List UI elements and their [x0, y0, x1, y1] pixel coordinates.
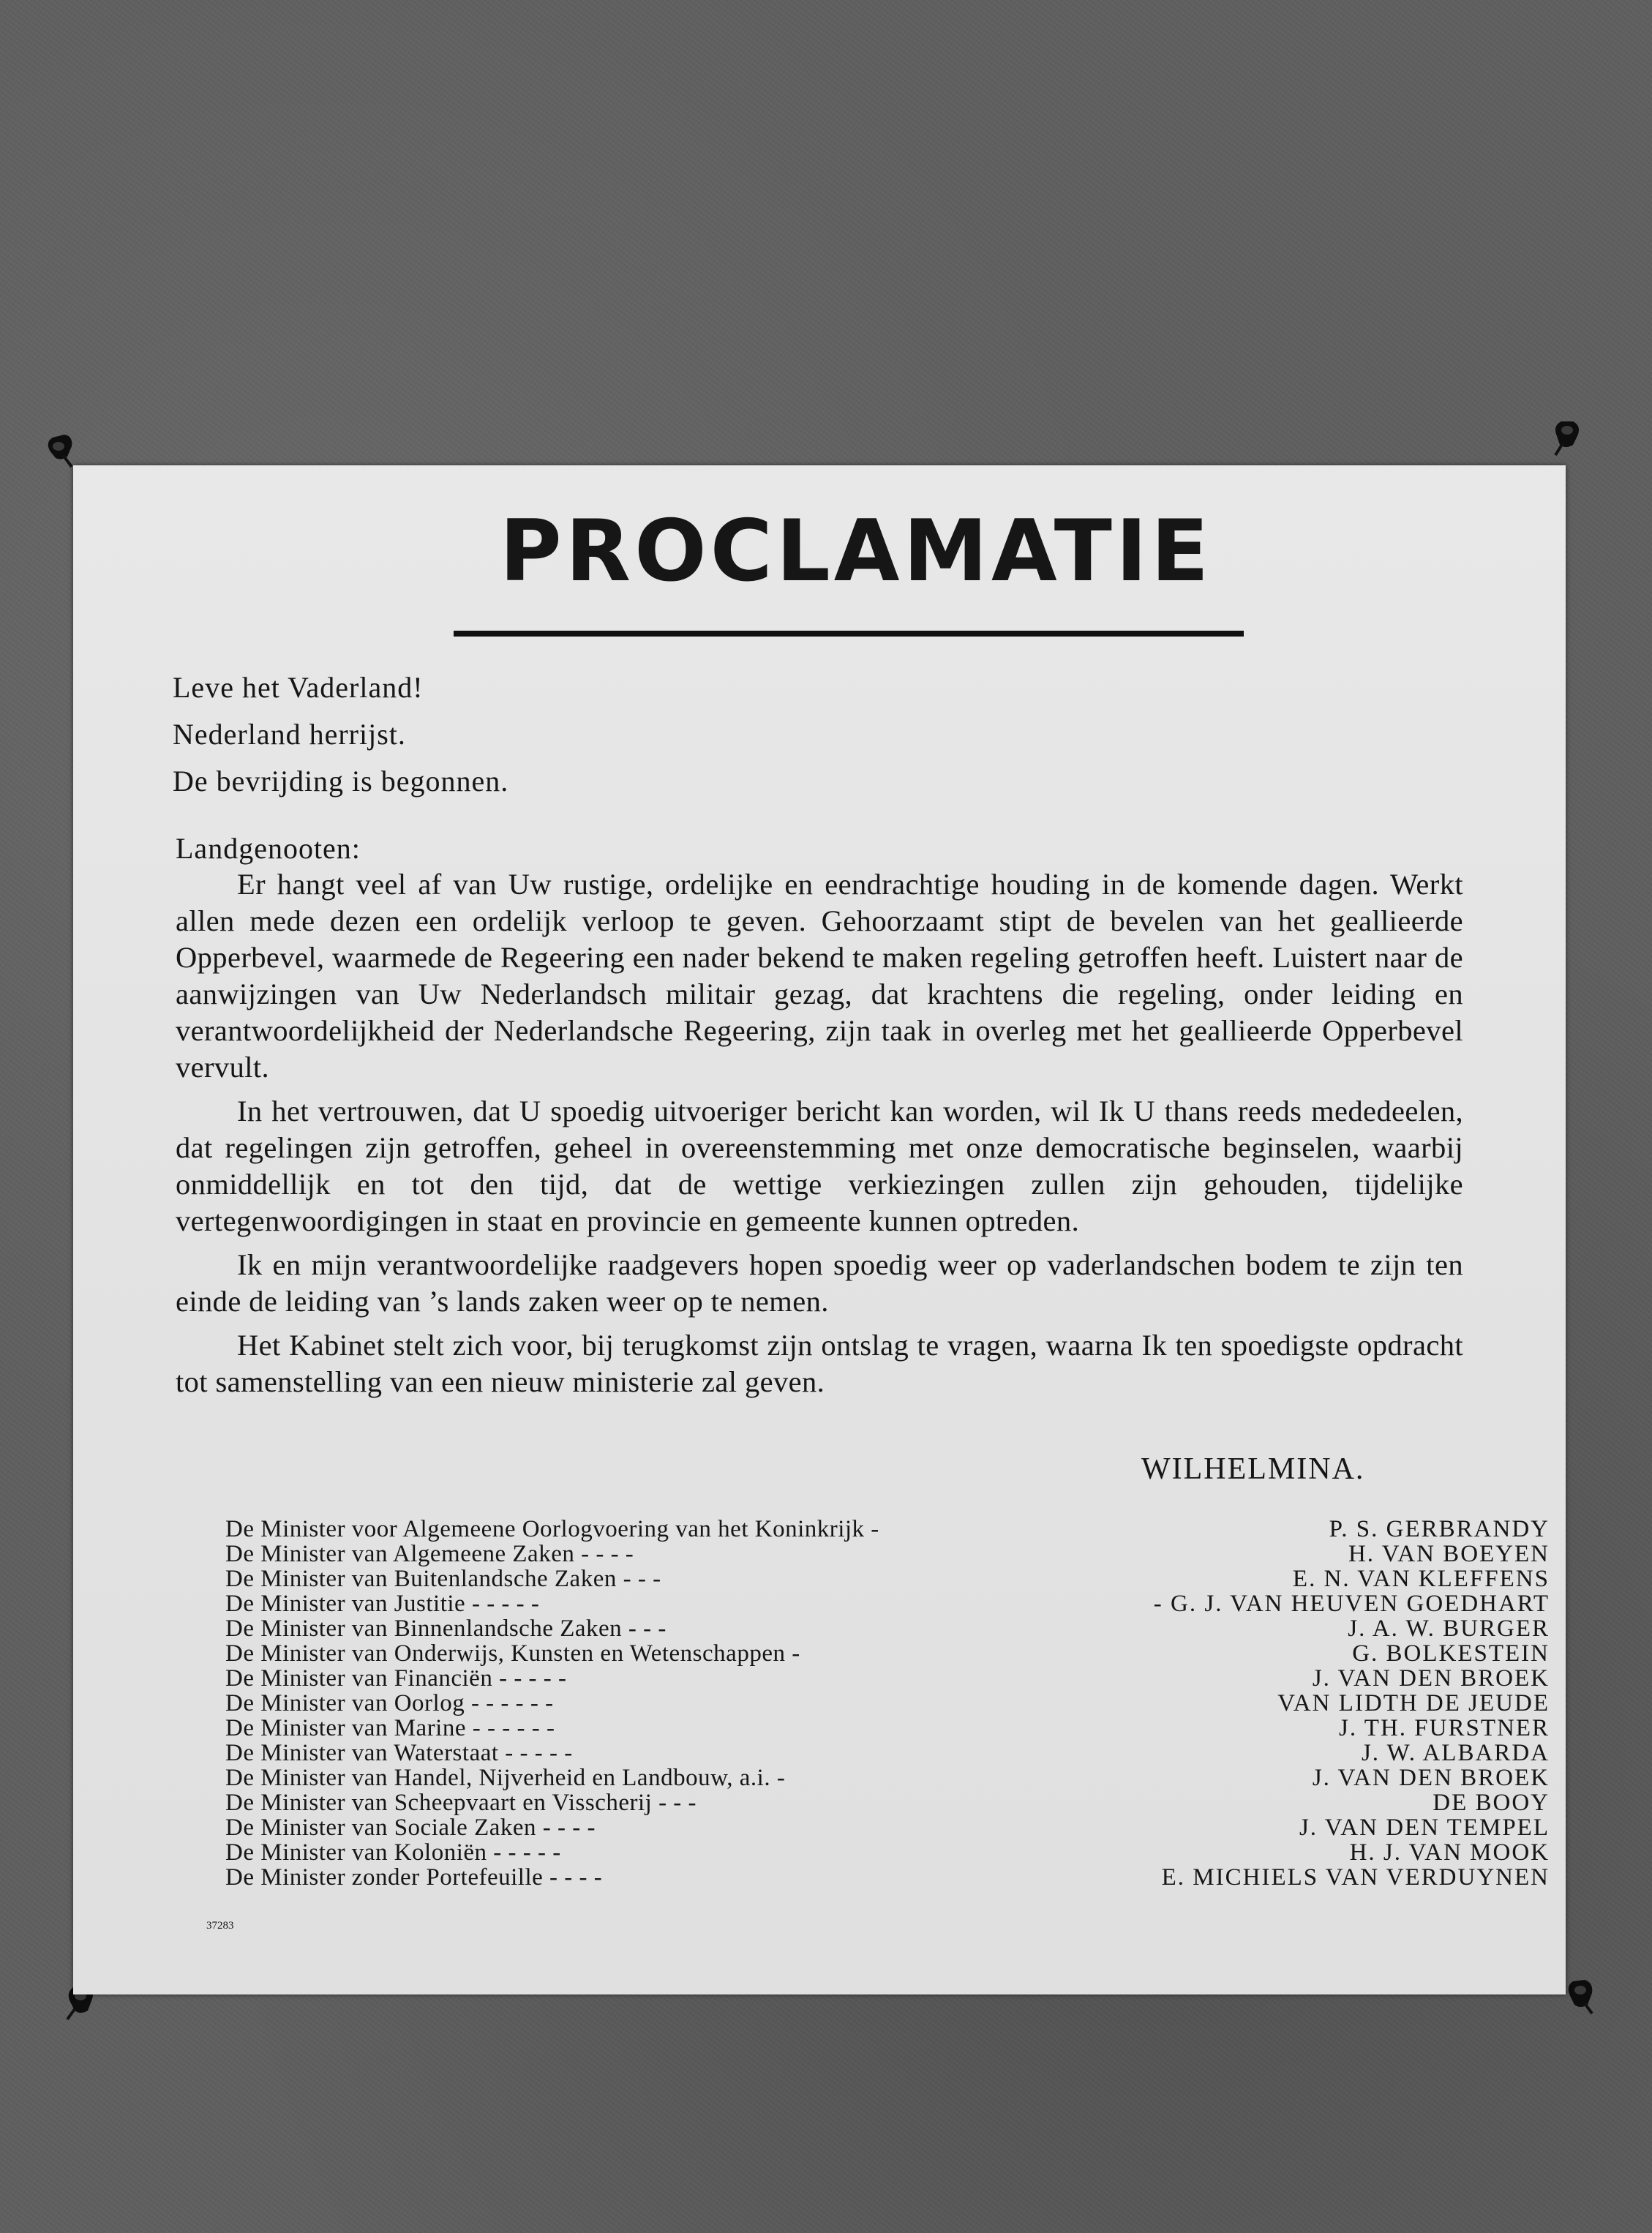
- minister-name: - G. J. VAN HEUVEN GOEDHART: [1153, 1591, 1550, 1617]
- list-item: [225, 1790, 1557, 1814]
- minister-role: De Minister voor Algemeene Oorlogvoering van het Koninkrijk -: [225, 1516, 879, 1542]
- minister-name: P. S. GERBRANDY: [1329, 1516, 1550, 1542]
- intro-line: Nederland herrijst.: [173, 718, 406, 751]
- minister-role: De Minister van Onderwijs, Kunsten en Wetenschappen -: [225, 1640, 800, 1667]
- minister-role: De Minister van Financiën - - - - -: [225, 1665, 567, 1692]
- thumbtack-icon: [1561, 1974, 1598, 2015]
- minister-role: De Minister van Binnenlandsche Zaken - - -: [225, 1615, 667, 1642]
- minister-name: H. VAN BOEYEN: [1348, 1541, 1550, 1567]
- minister-name: E. N. VAN KLEFFENS: [1292, 1566, 1550, 1592]
- list-item: [225, 1591, 1557, 1615]
- minister-name: J. W. ALBARDA: [1361, 1740, 1550, 1766]
- signature: WILHELMINA.: [1141, 1452, 1365, 1486]
- proclamation-body: [176, 866, 1463, 1408]
- list-item: [225, 1615, 1557, 1640]
- minister-role: De Minister van Algemeene Zaken - - - -: [225, 1541, 634, 1567]
- minister-name: J. VAN DEN BROEK: [1312, 1665, 1550, 1692]
- minister-name: J. TH. FURSTNER: [1339, 1715, 1550, 1741]
- minister-name: H. J. VAN MOOK: [1349, 1839, 1550, 1866]
- thumbtack-icon: [1548, 416, 1585, 457]
- list-item: [225, 1640, 1557, 1665]
- list-item: [225, 1516, 1557, 1541]
- list-item: [225, 1864, 1557, 1889]
- list-item: [225, 1665, 1557, 1690]
- list-item: [225, 1690, 1557, 1715]
- minister-role: De Minister van Buitenlandsche Zaken - - -: [225, 1566, 661, 1592]
- minister-name: E. MICHIELS VAN VERDUYNEN: [1161, 1864, 1550, 1891]
- paragraph: Er hangt veel af van Uw rustige, ordelijke en eendrachtige houding in de komende dagen. Werkt allen mede dezen een ordelijk verloop te geven. Gehoorzaamt stipt de bevelen van het geallieerde Opperbevel, waarmede de Regeering een nader bekend te maken regeling getroffen heeft. Luistert naar de aanwijzingen van Uw Nederlandsch militair gezag, dat krachtens die regeling, onder leiding en verantwoordelijkheid der Nederlandsche Regeering, zijn taak in overleg met het geallieerde Opperbevel vervult.: [176, 868, 1463, 1084]
- minister-role: De Minister van Justitie - - - - -: [225, 1591, 540, 1617]
- intro-line: De bevrijding is begonnen.: [173, 765, 509, 798]
- list-item: [225, 1566, 1557, 1591]
- minister-name: J. VAN DEN BROEK: [1312, 1765, 1550, 1791]
- minister-name: J. VAN DEN TEMPEL: [1299, 1814, 1550, 1841]
- minister-role: De Minister van Marine - - - - - -: [225, 1715, 555, 1741]
- salutation: Landgenooten:: [176, 832, 361, 865]
- list-item: [225, 1765, 1557, 1790]
- minister-name: G. BOLKESTEIN: [1352, 1640, 1550, 1667]
- intro-lines: [173, 664, 508, 805]
- list-item: [225, 1814, 1557, 1839]
- proclamation-poster: [73, 465, 1566, 1994]
- intro-line: Leve het Vaderland!: [173, 671, 424, 704]
- minister-list: [225, 1516, 1557, 1889]
- list-item: [225, 1839, 1557, 1864]
- minister-name: DE BOOY: [1433, 1790, 1550, 1816]
- minister-role: De Minister van Oorlog - - - - - -: [225, 1690, 554, 1716]
- minister-name: VAN LIDTH DE JEUDE: [1277, 1690, 1550, 1716]
- print-code: 37283: [206, 1920, 234, 1932]
- minister-role: De Minister van Waterstaat - - - - -: [225, 1740, 573, 1766]
- list-item: [225, 1541, 1557, 1566]
- thumbtack-icon: [42, 429, 79, 470]
- list-item: [225, 1740, 1557, 1765]
- paragraph: Het Kabinet stelt zich voor, bij terugkomst zijn ontslag te vragen, waarna Ik ten spoedigste opdracht tot samenstelling van een nieuw ministerie zal geven.: [176, 1329, 1463, 1398]
- minister-role: De Minister van Koloniën - - - - -: [225, 1839, 561, 1866]
- minister-role: De Minister van Sociale Zaken - - - -: [225, 1814, 596, 1841]
- title-underline: [454, 631, 1244, 637]
- paragraph: Ik en mijn verantwoordelijke raadgevers hopen spoedig weer op vaderlandschen bodem te zijn ten einde de leiding van ’s lands zaken weer op te nemen.: [176, 1248, 1463, 1318]
- minister-name: J. A. W. BURGER: [1348, 1615, 1550, 1642]
- list-item: [225, 1715, 1557, 1740]
- minister-role: De Minister van Handel, Nijverheid en Landbouw, a.i. -: [225, 1765, 786, 1791]
- paragraph: In het vertrouwen, dat U spoedig uitvoeriger bericht kan worden, wil Ik U thans reeds mededeelen, dat regelingen zijn getroffen, geheel in overeenstemming met onze democratische beginselen, waarbij onmiddellijk en tot den tijd, dat de wettige verkiezingen zullen zijn gehouden, tijdelijke vertegenwoordigingen in staat en provincie en gemeente kunnen optreden.: [176, 1095, 1463, 1237]
- minister-role: De Minister van Scheepvaart en Visscherij - - -: [225, 1790, 697, 1816]
- minister-role: De Minister zonder Portefeuille - - - -: [225, 1864, 603, 1891]
- page-title: PROCLAMATIE: [499, 502, 1213, 601]
